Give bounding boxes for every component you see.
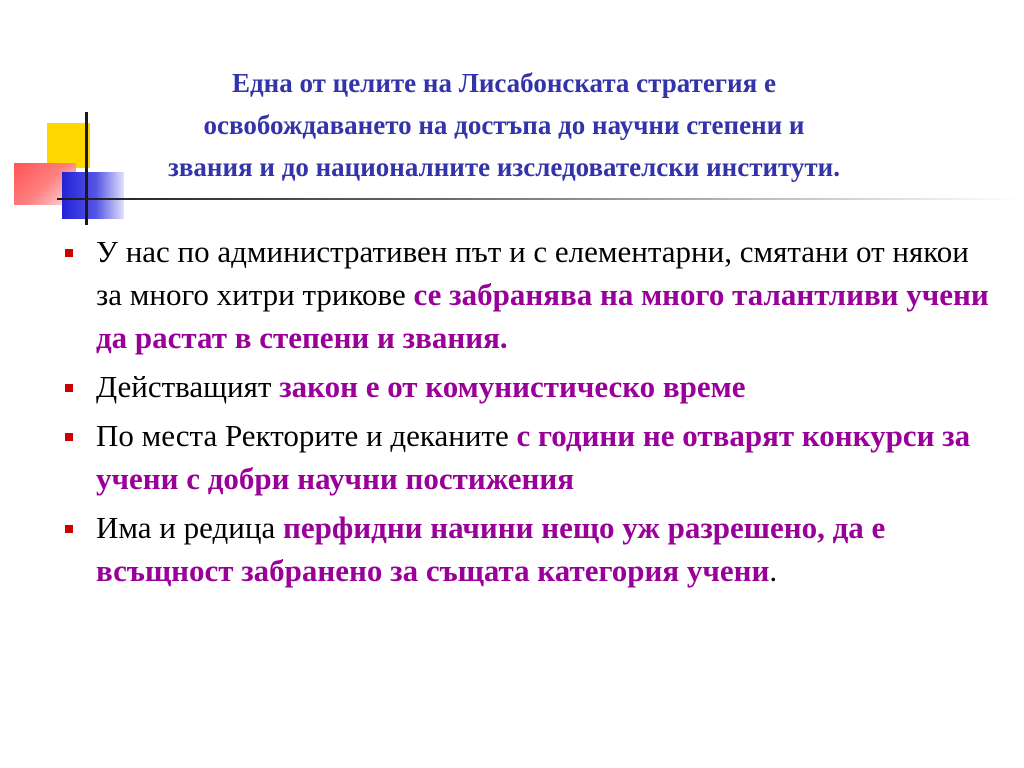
- bullet-item: [52, 414, 1002, 500]
- bullet-text: У нас по административен път и с елементарни, смятани от някои за много хитри трикове: [96, 234, 969, 312]
- bullet-item: [52, 506, 1002, 592]
- bullet-text: Има и редица: [96, 510, 283, 545]
- title-line-1: Една от целите на Лисабонската стратегия е: [232, 68, 776, 98]
- bullet-tail: .: [769, 553, 778, 588]
- square-bullet-icon: [65, 384, 73, 392]
- bullet-text: Действащият: [96, 369, 280, 404]
- yellow-square-shape: [47, 123, 90, 168]
- blue-square-shape: [62, 172, 124, 219]
- bullet-highlight: се забранява на много талантливи учени да растат в степени и звания.: [96, 277, 989, 355]
- bullet-item: [52, 230, 1002, 359]
- horizontal-line-divider: [57, 198, 1020, 200]
- bullet-item: [52, 365, 1002, 408]
- bullet-highlight: перфидни начини нещо уж разрешено, да е всъщност забранено за същата категория учени: [96, 510, 886, 588]
- square-bullet-icon: [65, 525, 73, 533]
- title-line-2: освобождаването на достъпа до научни степени и: [203, 110, 805, 140]
- square-bullet-icon: [65, 433, 73, 441]
- bullet-highlight: с години не отварят конкурси за учени с добри научни постижения: [96, 418, 971, 496]
- title-line-3: звания и до националните изследователски институти.: [167, 152, 840, 182]
- bullet-text: По места Ректорите и деканите: [96, 418, 517, 453]
- bullet-highlight: закон е от комунистическо време: [279, 369, 746, 404]
- vertical-line-divider: [85, 112, 88, 225]
- bullet-list: [52, 230, 1002, 598]
- square-bullet-icon: [65, 249, 73, 257]
- slide-title: [140, 62, 868, 188]
